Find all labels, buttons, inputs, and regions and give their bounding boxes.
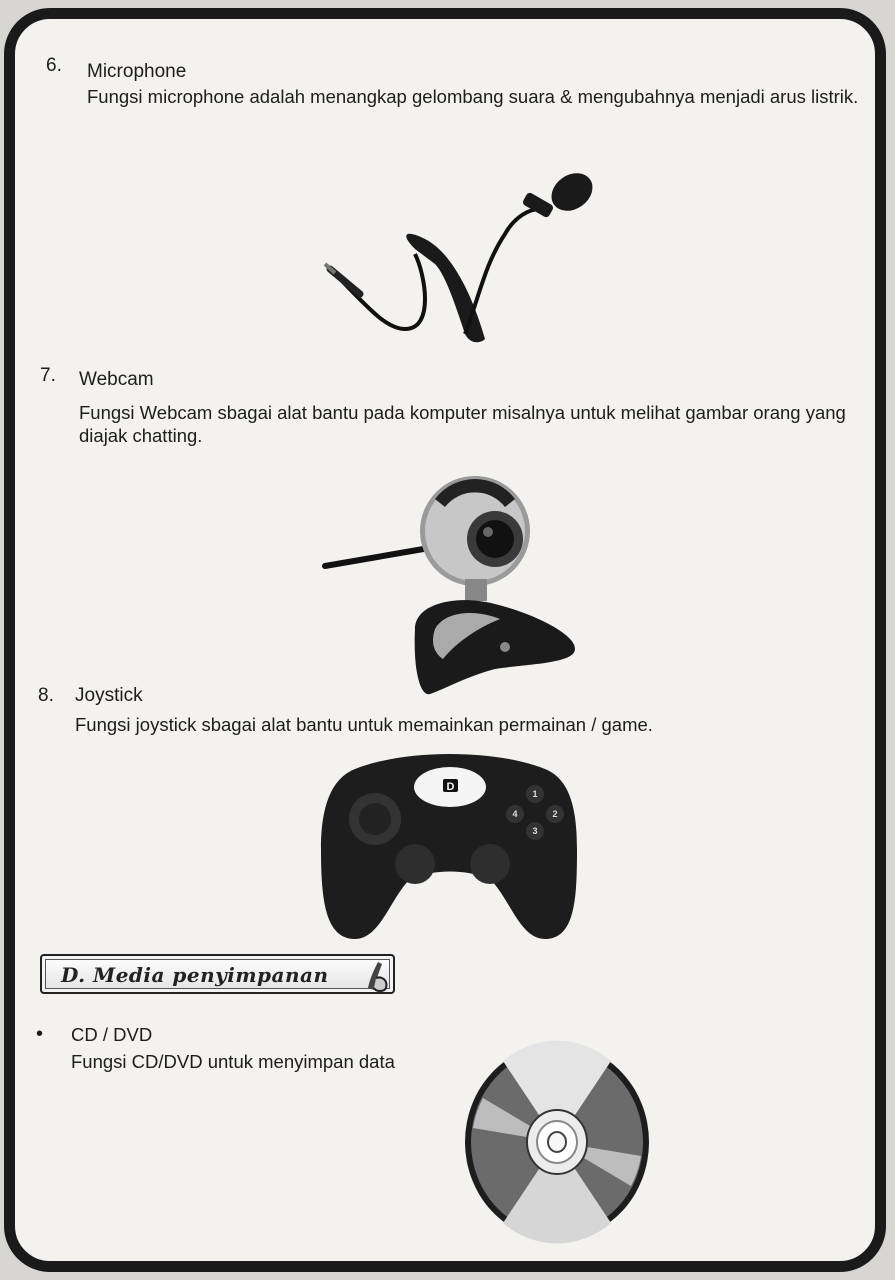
item-title-webcam: Webcam <box>79 369 154 390</box>
microphone-icon <box>305 154 595 354</box>
joystick-logo-label: D <box>446 781 455 793</box>
webcam-icon <box>325 469 585 699</box>
joystick-button-4-label: 4 <box>512 809 518 819</box>
item-title-joystick: Joystick <box>75 685 143 706</box>
item-description-microphone: Fungsi microphone adalah menangkap gelombang suara & mengubahnya menjadi arus listrik. <box>87 86 859 107</box>
joystick-button-3-label: 3 <box>532 826 538 836</box>
item-title-cd-dvd: CD / DVD <box>71 1024 153 1045</box>
page-frame <box>4 8 886 1272</box>
joystick-icon <box>315 749 585 949</box>
section-title: D. Media penyimpanan <box>61 963 329 987</box>
joystick-button-1-label: 1 <box>532 789 538 799</box>
joystick-button-2-label: 2 <box>552 809 558 819</box>
item-number: 7. <box>40 365 56 386</box>
item-number: 8. <box>38 685 54 706</box>
item-description-webcam: Fungsi Webcam sbagai alat bantu pada komputer misalnya untuk melihat gambar orang yang diajak chatting. <box>79 402 846 446</box>
cd-dvd-icon <box>463 1043 653 1243</box>
pen-hand-icon <box>364 958 392 994</box>
item-description-joystick: Fungsi joystick sbagai alat bantu untuk memainkan permainan / game. <box>75 714 653 735</box>
item-title-microphone: Microphone <box>87 61 187 82</box>
item-description-cd-dvd: Fungsi CD/DVD untuk menyimpan data <box>71 1051 395 1072</box>
bullet: • <box>36 1023 44 1045</box>
section-banner <box>40 954 395 994</box>
item-number: 6. <box>46 55 62 76</box>
